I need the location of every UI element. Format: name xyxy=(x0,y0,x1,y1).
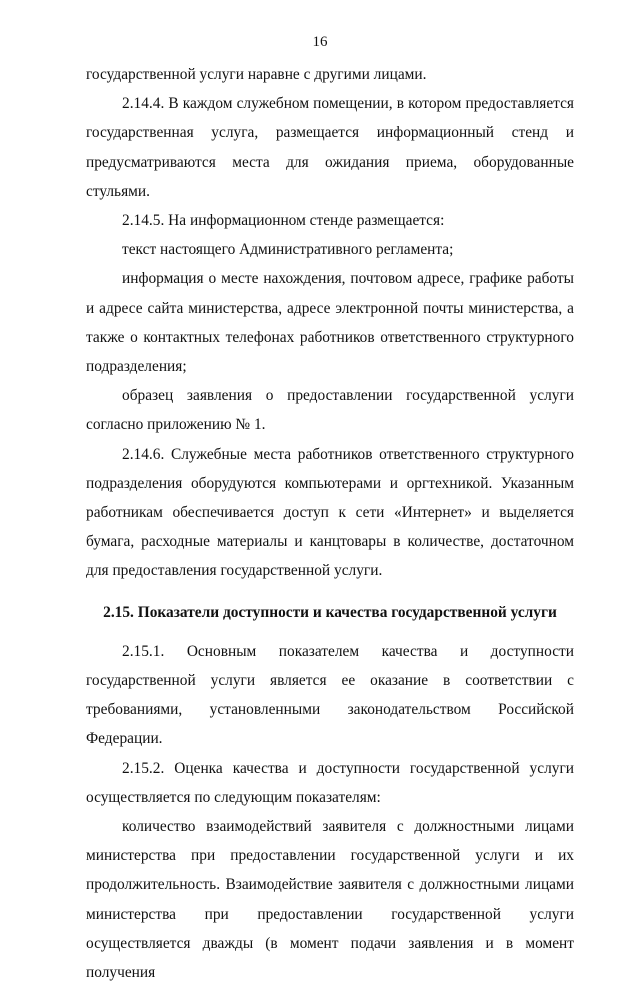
paragraph-2-14-5: 2.14.5. На информационном стенде размещается: xyxy=(122,212,445,230)
list-item-regulation-text: текст настоящего Административного регламента; xyxy=(122,241,454,259)
list-item-application-sample: образец заявления о предоставлении государственной услуги согласно приложению № 1. xyxy=(86,387,574,434)
paragraph-2-15-2: 2.15.2. Оценка качества и доступности государственной услуги осуществляется по следующим показателям: xyxy=(86,759,574,806)
paragraph-2-14-6: 2.14.6. Служебные места работников ответственного структурного подразделения оборудуются компьютерами и оргтехникой. Указанным работникам обеспечивается доступ к сети «Интернет» и выделяется бумага, расходные материалы и канцтовары в количестве, достаточном для предоставления государственной услуги. xyxy=(86,445,574,580)
document-body xyxy=(86,60,574,987)
paragraph-2-14-4: 2.14.4. В каждом служебном помещении, в котором предоставляется государственная услуга, размещается информационный стенд и предусматриваются места для ожидания приема, оборудованные стульями. xyxy=(86,95,574,200)
list-item-interactions: количество взаимодействий заявителя с должностными лицами министерства при предоставлении государственной услуги и их продолжительность. Взаимодействие заявителя с должностными лицами министерства при предоставлении государственной услуги осуществляется дважды (в момент подачи заявления и в момент получения xyxy=(86,818,574,982)
paragraph-2-15-1: 2.15.1. Основным показателем качества и доступности государственной услуги является ее оказание в соответствии с требованиями, установленными законодательством Российской Федерации. xyxy=(86,642,574,748)
paragraph-continuation: государственной услуги наравне с другими лицами. xyxy=(86,66,427,83)
list-item-contact-info: информация о месте нахождения, почтовом адресе, графике работы и адресе сайта министерства, адресе электронной почты министерства, а также о контактных телефонах работников ответственного структурного подразделения; xyxy=(86,270,574,376)
page-number: 16 xyxy=(312,34,328,50)
section-heading-2-15: 2.15. Показатели доступности и качества государственной услуги xyxy=(103,603,557,621)
